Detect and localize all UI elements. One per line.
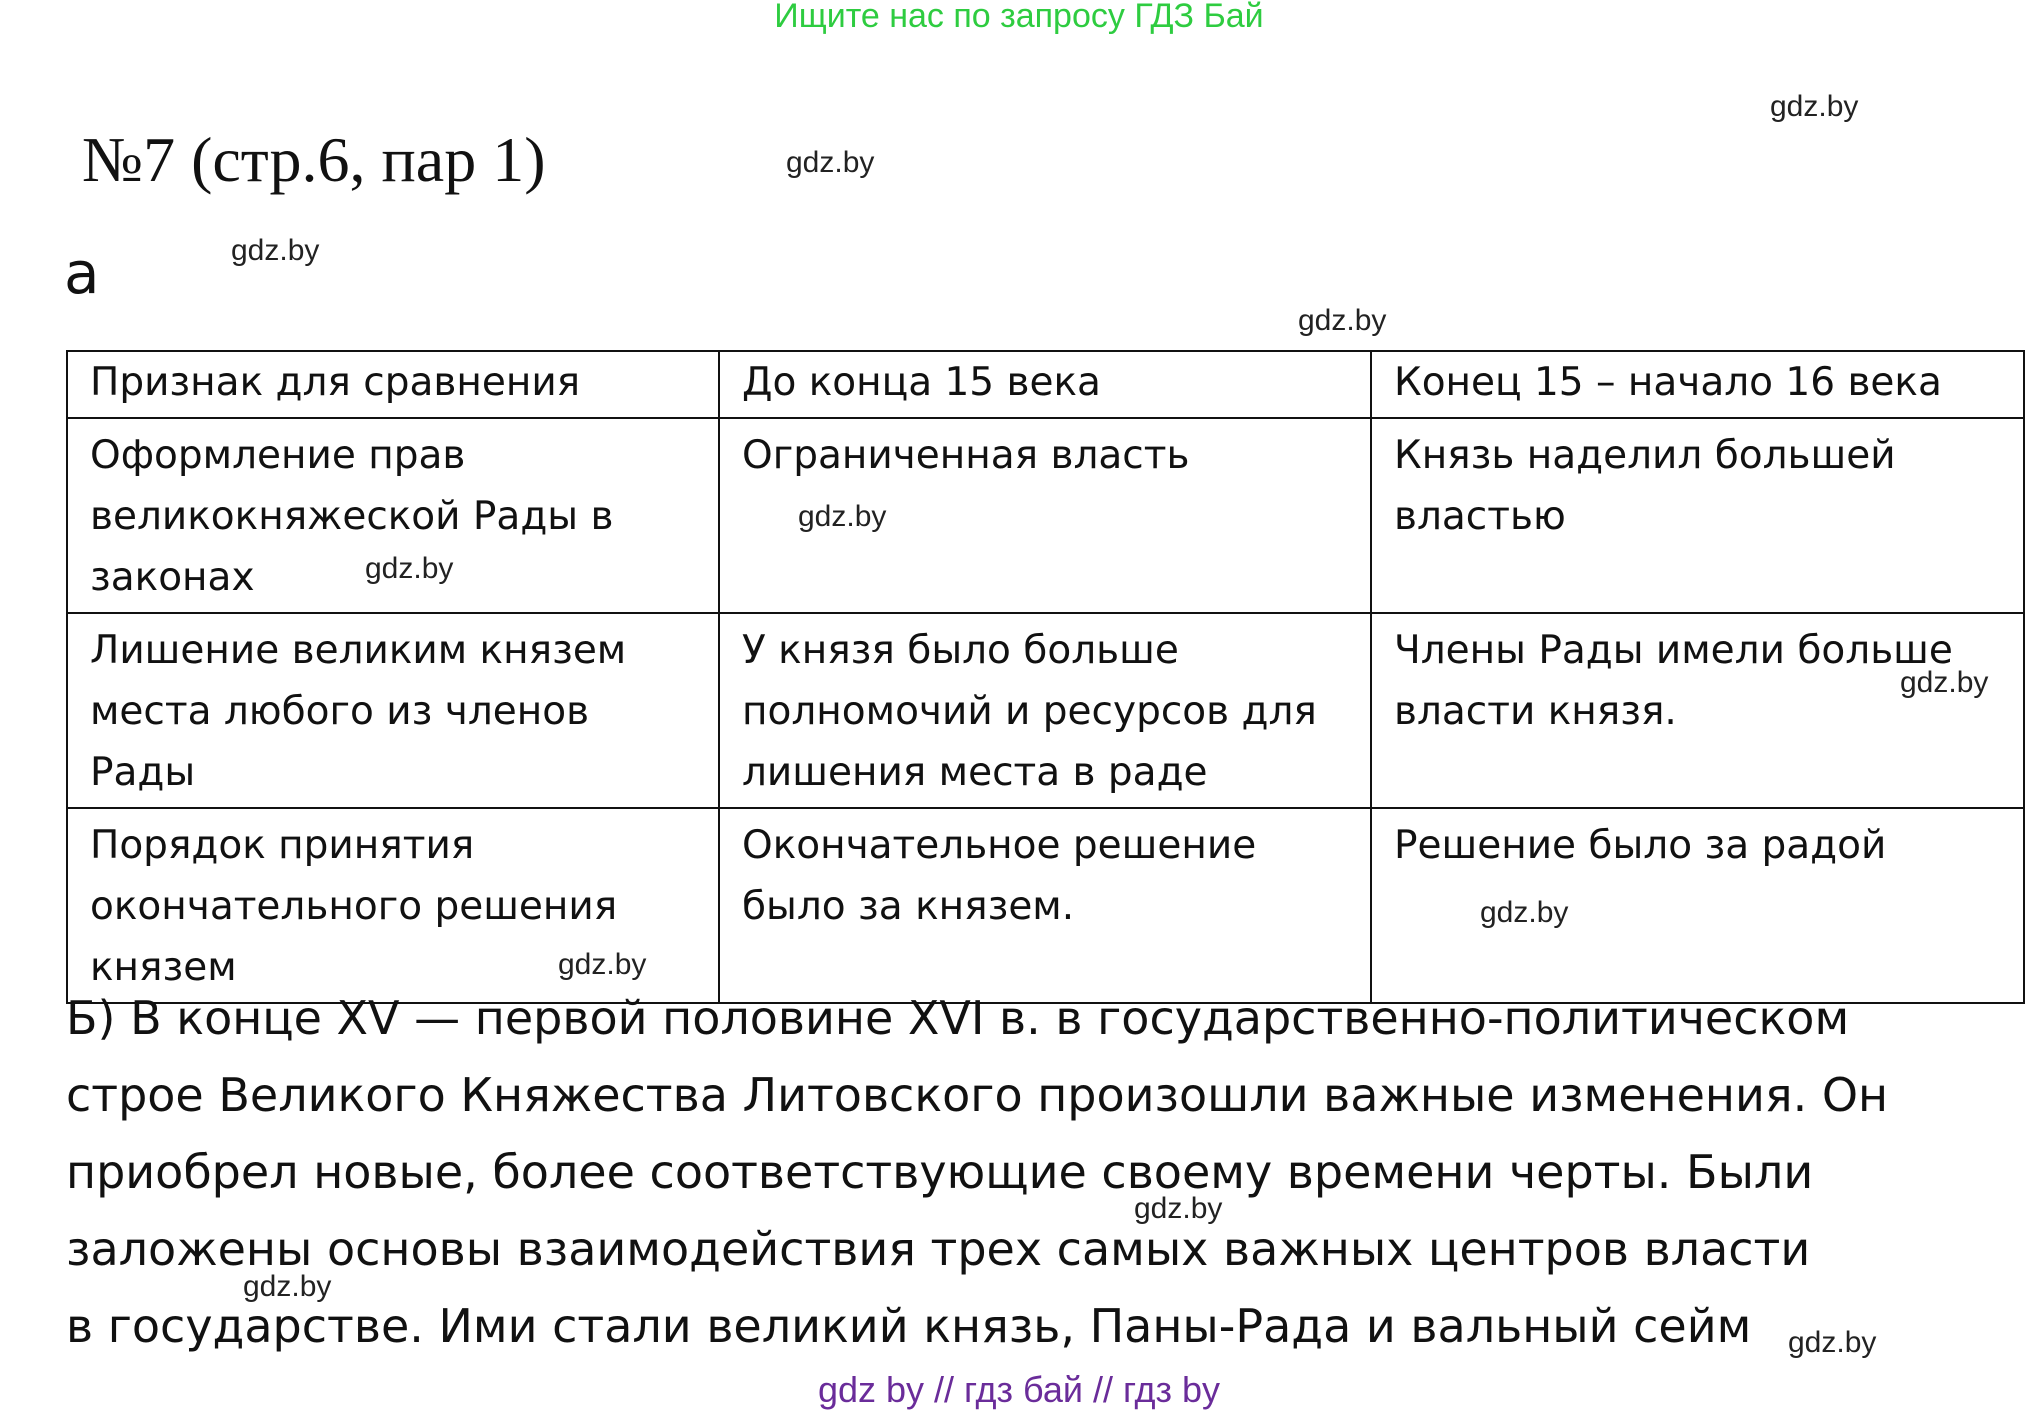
- table-row: [67, 418, 2024, 613]
- search-banner: Ищите нас по запросу ГДЗ Бай: [774, 0, 1264, 35]
- cell-line: Члены Рады имели больше: [1394, 628, 1953, 673]
- task-title: №7 (стр.6, пар 1): [82, 124, 546, 195]
- after-cell: [1371, 808, 2024, 1003]
- cell-line: великокняжеской Рады в: [90, 494, 614, 539]
- comparison-table: [66, 350, 2025, 1004]
- conclusion-line: Б) В конце XV — первой половине XVI в. в государственно-политическом: [66, 991, 1850, 1045]
- watermark: gdz.by: [1900, 666, 1989, 699]
- cell-line: окончательного решения: [90, 884, 618, 929]
- watermark: gdz.by: [1770, 90, 1859, 123]
- cell-line: У князя было больше: [742, 628, 1179, 673]
- watermark: gdz.by: [243, 1270, 332, 1303]
- after-cell: [1371, 418, 2024, 613]
- conclusion-line: приобрел новые, более соответствующие своему времени черты. Были: [66, 1145, 1814, 1199]
- cell-line: Решение было за радой: [1394, 823, 1887, 868]
- after-cell: [1371, 613, 2024, 808]
- cell-line: места любого из членов: [90, 689, 590, 734]
- cell-line: Лишение великим князем: [90, 628, 627, 673]
- cell-line: Порядок принятия: [90, 823, 475, 868]
- cell-line: Окончательное решение: [742, 823, 1257, 868]
- cell-line: лишения места в раде: [742, 750, 1208, 795]
- cell-line: было за князем.: [742, 884, 1075, 929]
- watermark: gdz.by: [231, 234, 320, 267]
- watermark: gdz.by: [365, 552, 454, 585]
- watermark: gdz.by: [798, 500, 887, 533]
- cell-line: властью: [1394, 494, 1566, 539]
- watermark: gdz.by: [1134, 1192, 1223, 1225]
- conclusion-text: [66, 980, 1986, 1365]
- conclusion-line: заложены основы взаимодействия трех самых важных центров власти: [66, 1222, 1811, 1276]
- watermark: gdz.by: [558, 948, 647, 981]
- cell-line: полномочий и ресурсов для: [742, 689, 1317, 734]
- conclusion-line: в государстве. Ими стали великий князь, Паны-Рада и вальный сейм: [66, 1299, 1752, 1353]
- watermark: gdz.by: [1788, 1326, 1877, 1359]
- watermark: gdz.by: [786, 146, 875, 179]
- cell-line: Оформление прав: [90, 433, 466, 478]
- conclusion-line: строе Великого Княжества Литовского произошли важные изменения. Он: [66, 1068, 1889, 1122]
- cell-line: законах: [90, 555, 255, 600]
- table-header-row: [67, 351, 2024, 418]
- cell-line: Рады: [90, 750, 196, 795]
- header-cell-after: Конец 15 – начало 16 века: [1371, 351, 2024, 418]
- cell-line: власти князя.: [1394, 689, 1677, 734]
- watermark: gdz.by: [1480, 896, 1569, 929]
- cell-line: князем: [90, 945, 237, 990]
- watermark: gdz.by: [1298, 304, 1387, 337]
- feature-cell: [67, 613, 719, 808]
- header-cell-before: До конца 15 века: [719, 351, 1371, 418]
- before-cell: [719, 613, 1371, 808]
- header-cell-feature: Признак для сравнения: [67, 351, 719, 418]
- cell-line: Ограниченная власть: [742, 433, 1190, 478]
- before-cell: [719, 808, 1371, 1003]
- footer-links: gdz by // гдз бай // гдз by: [817, 1369, 1221, 1410]
- section-label-a: а: [64, 239, 100, 307]
- table-row: [67, 808, 2024, 1003]
- table-row: [67, 613, 2024, 808]
- cell-line: Князь наделил большей: [1394, 433, 1896, 478]
